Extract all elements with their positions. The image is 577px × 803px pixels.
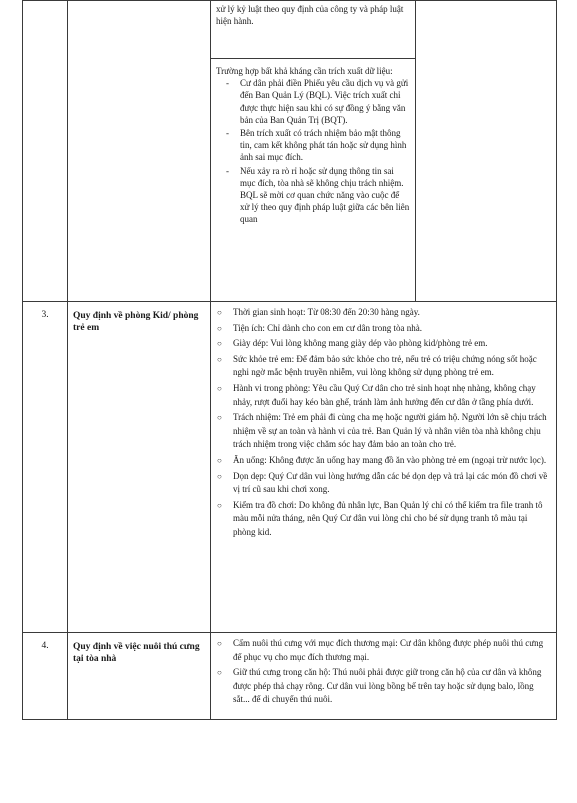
kid-room-rules-list (217, 306, 550, 540)
dash-marker-icon: - (226, 128, 229, 139)
circle-bullet-icon: ○ (217, 308, 222, 317)
bullet-item-text: Cấm nuôi thú cưng với mục đích thương mại: Cư dân không được phép nuôi thú cưng để phục vụ cho mục đích thương mại. (233, 638, 544, 662)
bullet-item-text: Trách nhiệm: Trẻ em phải đi cùng cha mẹ hoặc người giám hộ. Người lớn sẽ chịu trách nhiệm về sự an toàn và hành vi của trẻ. Ban Quản lý và nhân viên tòa nhà không chịu trách nhiệm trong việc chăm sóc hay đảm bảo an toàn cho trẻ. (233, 412, 547, 450)
circle-bullet-icon: ○ (217, 668, 222, 678)
bullet-item-text: Dọn dẹp: Quý Cư dân vui lòng hướng dẫn các bé dọn dẹp và trả lại các món đồ chơi về vị trí cũ sau khi chơi xong. (233, 470, 548, 495)
circle-bullet-icon: ○ (217, 383, 222, 393)
bullet-list-item (217, 666, 550, 707)
bullet-item-text: Kiểm tra đồ chơi: Do không đủ nhân lực, Ban Quản lý chỉ có thể kiểm tra file tranh tô màu mỗi nửa tháng, nên Quý Cư dân vui lòng chỉ cho bé sử dụng tranh tô màu tại phòng kid. (233, 499, 543, 537)
bullet-list-item (217, 470, 550, 497)
table-row (23, 1, 557, 302)
row-content (211, 633, 557, 720)
cell-note-empty (416, 1, 557, 302)
force-majeure-block (211, 59, 415, 231)
dash-list-item (216, 77, 410, 126)
dash-marker-icon: - (226, 78, 229, 89)
circle-bullet-icon: ○ (217, 471, 222, 481)
table-row (23, 302, 557, 633)
row-number: 4. (23, 633, 68, 720)
bullet-list-item (217, 382, 550, 409)
bullet-item-text: Sức khỏe trẻ em: Để đảm bảo sức khỏe cho trẻ, nếu trẻ có triệu chứng nóng sốt hoặc nghi ngờ mắc bệnh truyền nhiễm, vui lòng không sử dụng phòng trẻ em. (233, 353, 537, 378)
pet-rules-list (217, 637, 550, 707)
row-number: 3. (23, 302, 68, 633)
continued-paragraph: xử lý kỷ luật theo quy định của công ty và pháp luật hiện hành. (216, 4, 404, 27)
bullet-list-item (217, 499, 550, 540)
dash-list-item (216, 165, 410, 226)
bullet-list-item (217, 411, 550, 452)
circle-bullet-icon: ○ (217, 500, 222, 510)
cell-number-empty (23, 1, 68, 302)
row-title: Quy định về phòng Kid/ phòng trẻ em (68, 302, 211, 633)
dash-item-text: Bên trích xuất có trách nhiệm bảo mật thông tin, cam kết không phát tán hoặc sử dụng hình ảnh sai mục đích. (240, 128, 407, 163)
dash-item-text: Nếu xảy ra rò rỉ hoặc sử dụng thông tin sai mục đích, tòa nhà sẽ không chịu trách nhiệm. BQL sẽ mời cơ quan chức năng vào cuộc để xử lý theo quy định pháp luật giữa các bên liên quan (240, 165, 410, 225)
circle-bullet-icon: ○ (217, 455, 222, 465)
force-majeure-intro: Trường hợp bất khả kháng cần trích xuất dữ liệu: (216, 66, 393, 76)
continued-text (211, 1, 415, 58)
bullet-item-text: Giữ thú cưng trong căn hộ: Thú nuôi phải được giữ trong căn hộ của cư dân và không được phép thả chạy rông. Cư dân vui lòng bồng bế trên tay hoặc sử dụng balo, lồng sắt... để di chuyển thú nuôi. (233, 667, 542, 705)
regulations-table (22, 0, 557, 720)
bullet-list-item (217, 337, 550, 351)
bullet-item-text: Hành vi trong phòng: Yêu cầu Quý Cư dân cho trẻ sinh hoạt nhẹ nhàng, không chạy nhảy, rượt đuổi hay kéo bàn ghế, tránh làm ảnh hưởng đến cư dân ở tầng phía dưới. (233, 382, 536, 407)
bullet-item-text: Ăn uống: Không được ăn uống hay mang đồ ăn vào phòng trẻ em (ngoại trừ nước lọc). (233, 454, 547, 465)
bullet-list-item (217, 306, 550, 320)
circle-bullet-icon: ○ (217, 339, 222, 349)
bullet-list-item (217, 454, 550, 468)
circle-bullet-icon: ○ (217, 354, 222, 364)
dash-list-item (216, 127, 410, 164)
force-majeure-list (216, 77, 410, 225)
table-row (23, 633, 557, 720)
dash-item-text: Cư dân phải điền Phiếu yêu cầu dịch vụ và gửi đến Ban Quản Lý (BQL). Việc trích xuất chỉ được thực hiện sau khi có sự đồng ý bằng văn bản của Ban Quản Trị (BQT). (240, 78, 409, 125)
circle-bullet-icon: ○ (217, 323, 222, 333)
circle-bullet-icon: ○ (217, 639, 222, 648)
bullet-list-item (217, 322, 550, 336)
bullet-list-item (217, 637, 550, 664)
bullet-item-text: Giày dép: Vui lòng không mang giày dép vào phòng kid/phòng trẻ em. (233, 338, 488, 349)
circle-bullet-icon: ○ (217, 413, 222, 423)
cell-content-top (211, 1, 416, 302)
row-title: Quy định về việc nuôi thú cưng tại tòa nhà (68, 633, 211, 720)
bullet-item-text: Thời gian sinh hoạt: Từ 08:30 đến 20:30 hàng ngày. (233, 307, 420, 317)
cell-title-empty (68, 1, 211, 302)
bullet-list-item (217, 353, 550, 380)
row-content (211, 302, 557, 633)
dash-marker-icon: - (226, 165, 229, 176)
bullet-item-text: Tiện ích: Chỉ dành cho con em cư dân trong tòa nhà. (233, 322, 423, 333)
